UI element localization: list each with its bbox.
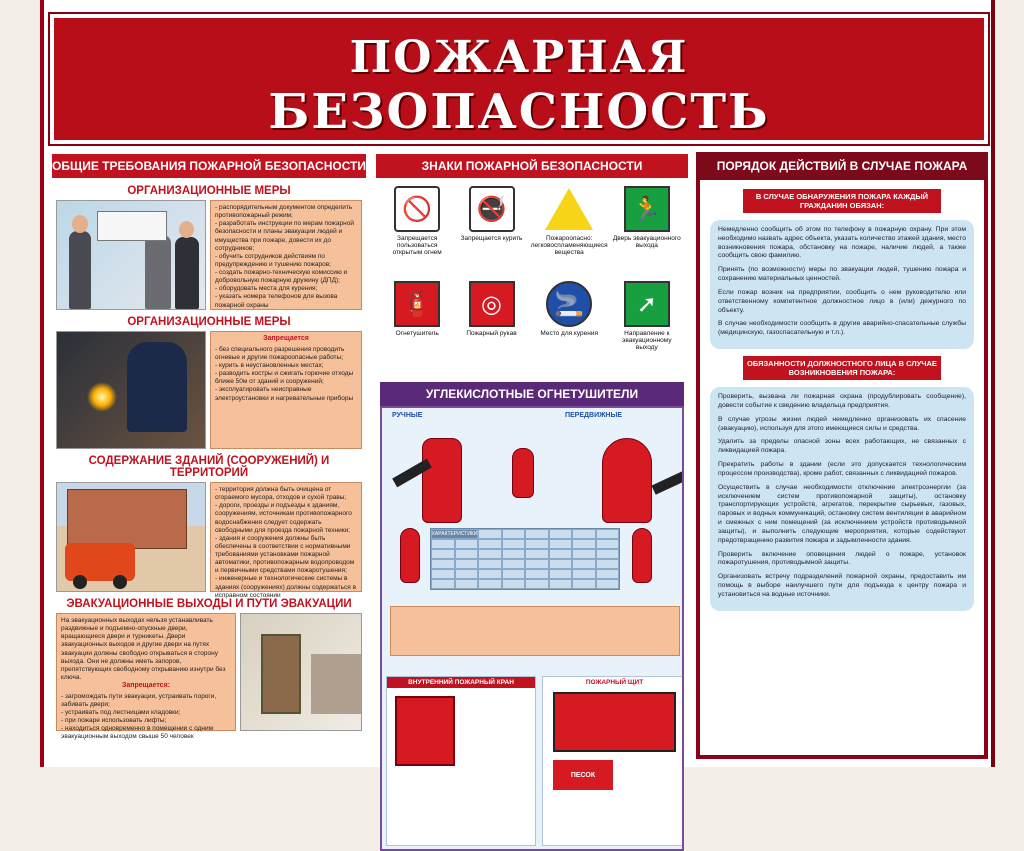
list-item: - разводить костры и сжигать горючие отходы ближе 50м от зданий и сооружений; — [215, 370, 357, 386]
fire-hose-icon: ◎ — [469, 281, 515, 327]
citizen-duty-box — [710, 220, 974, 349]
list-item: - курить в неустановленных местах; — [215, 362, 357, 370]
table-header: ХАРАКТЕРИСТИКИ — [431, 531, 478, 537]
op-2-extinguisher — [400, 528, 420, 583]
official-duty-box — [710, 387, 974, 611]
meeting-illustration — [56, 200, 206, 310]
general-requirements-column — [50, 152, 368, 759]
list-item: Прекратить работы в здании (если это допускается технологическим процессом производства), кроме работ, связанных с ликвидацией пожаров. — [718, 461, 966, 477]
list-item: - эксплуатировать неисправные электроустановки и нагревательные приборы — [215, 386, 357, 402]
sign-extinguisher: 🧯 Огнетушитель — [382, 281, 452, 370]
mobile-label: ПЕРЕДВИЖНЫЕ — [564, 412, 622, 419]
evacuation-title: ЭВАКУАЦИОННЫЕ ВЫХОДЫ И ПУТИ ЭВАКУАЦИИ — [66, 598, 352, 610]
citizen-duty-tag: В СЛУЧАЕ ОБНАРУЖЕНИЯ ПОЖАРА КАЖДЫЙ ГРАЖДАНИН ОБЯЗАН: — [742, 188, 942, 214]
procedure-body — [700, 180, 984, 755]
list-item: - загромождать пути эвакуации, устраивать пороги, забивать двери; — [61, 693, 231, 709]
signs-grid — [374, 180, 690, 376]
co2-extinguishers-panel — [380, 406, 684, 851]
smoking-area-icon: 🚬 — [546, 281, 592, 327]
sign-exit-door: 🏃 Дверь эвакуационного выхода — [612, 186, 682, 275]
shield-title: ПОЖАРНЫЙ ЩИТ — [585, 679, 644, 686]
poster-header — [50, 14, 988, 144]
list-item: - находиться одновременно в помещении с одним эвакуационным выходом свыше 50 человек — [61, 725, 231, 741]
sign-no-smoking: 🚭 Запрещается курить — [456, 186, 526, 275]
exit-arrow-icon: ➚ — [624, 281, 670, 327]
list-item: - разработать инструкции по мерам пожарной безопасности и планы эвакуации людей и имущества при пожаре, довести их до сотрудников; — [215, 220, 357, 253]
no-smoking-icon: 🚭 — [469, 186, 515, 232]
sign-smoking-area: 🚬 Место для курения — [531, 281, 608, 370]
fire-procedure-column — [696, 152, 988, 759]
small-extinguisher — [512, 448, 534, 498]
building-illustration — [56, 482, 206, 592]
official-duty-tag: ОБЯЗАННОСТИ ДОЛЖНОСТНОГО ЛИЦА В СЛУЧАЕ ВОЗНИКНОВЕНИЯ ПОЖАРА: — [742, 355, 942, 381]
sand-box: ПЕСОК — [553, 760, 613, 790]
fire-procedure-heading: ПОРЯДОК ДЕЙСТВИЙ В СЛУЧАЕ ПОЖАРА — [696, 152, 988, 180]
org-measures-2-text — [210, 331, 362, 449]
sign-fire-hose: ◎ Пожарный рукав — [456, 281, 526, 370]
manual-extinguisher — [422, 438, 462, 523]
op-5-extinguisher — [632, 528, 652, 583]
list-item: Осуществить в случае необходимости отключение электроэнергии (за исключением систем противопожарной защиты), остановку транспортирующих устройств, агрегатов, перекрытие сырьевых, газовых, паровых и водных коммуникаций, остановку систем вентиляции в аварийном и смежных с ним помещений (за исключением устройств противодымной защиты), и выполнить следующие мероприятия, которые содействуют предотвращению развития пожара и задымленности здания. — [718, 483, 966, 544]
evacuation-panel — [56, 613, 362, 741]
usage-steps-strip — [390, 606, 680, 656]
title-line-2: БЕЗОПАСНОСТЬ — [268, 84, 770, 140]
list-item: В случае необходимости сообщить в другие аварийно-спасательные службы (медицинскую, газоспасательную и т.п.). — [718, 320, 966, 337]
list-item: Организовать встречу подразделений пожарной охраны, предоставить им помощь в выборе наилучшего пути для подъезда к центру пожара и установиться на водные источники. — [718, 573, 966, 598]
list-item: - обучить сотрудников действиям по предупреждению и тушению пожаров; — [215, 253, 357, 269]
flammable-warning-icon — [546, 186, 592, 232]
prohibited-label: Запрещается — [263, 335, 309, 342]
sign-exit-arrow: ➚ Направление к эвакуационному выходу — [612, 281, 682, 370]
fire-shield-panel — [542, 676, 684, 846]
safety-signs-column — [374, 152, 690, 779]
list-item: - здания и сооружения должны быть обеспечены в соответствии с нормативными требованиями установками пожарной автоматики, противопожарным водопроводом и первичными средствами пожаротушения; — [215, 535, 357, 576]
list-item: Проверить включение оповещения людей о пожаре, установок пожаротушения, противодымной защиты. — [718, 550, 966, 567]
list-item: - распорядительным документом определить противопожарный режим; — [215, 204, 357, 220]
list-item: - инженерные и технологические системы в зданиях (сооружениях) должны содержаться в исправном состоянии — [215, 575, 357, 599]
list-item: - при пожаре использовать лифты; — [61, 717, 231, 725]
evacuation-text — [56, 613, 236, 741]
sign-flammable: Пожароопасно: легковоспламеняющиеся вещества — [531, 186, 608, 275]
mobile-extinguisher — [602, 438, 652, 523]
poster — [40, 0, 995, 779]
manual-label: РУЧНЫЕ — [392, 412, 423, 419]
general-requirements-heading: ОБЩИЕ ТРЕБОВАНИЯ ПОЖАРНОЙ БЕЗОПАСНОСТИ — [50, 152, 368, 180]
list-item: - оборудовать места для курения; — [215, 285, 357, 293]
list-item: - создать пожарно-техническую комиссию и добровольную пожарную дружину (ДПД); — [215, 269, 357, 285]
exit-door-icon: 🏃 — [624, 186, 670, 232]
welding-illustration — [56, 331, 206, 449]
list-item: - указать номера телефонов для вызова пожарной охраны — [215, 293, 357, 309]
title-line-1: ПОЖАРНАЯ — [349, 32, 689, 83]
list-item: Проверить, вызвана ли пожарная охрана (продублировать сообщение), довести событие к сведению владельца предприятия. — [718, 393, 966, 409]
buildings-text — [210, 482, 362, 599]
list-item: Если пожар возник на предприятии, сообщить о нем руководителю или ответственному компетентное должностное лицо в (или) дежурного по объекту. — [718, 288, 966, 314]
evacuation-paragraph: На эвакуационных выходах нельзя устанавливать раздвижные и подъемно-опускные двери, вращающиеся двери и турникеты. Двери эвакуационных выходов и другие двери на путях эвакуации должны свободно открываться в сторону выхода. Они не должны иметь запоров, препятствующих свободному открыванию изнутри без ключа. — [61, 617, 226, 681]
co2-extinguishers-heading: УГЛЕКИСЛОТНЫЕ ОГНЕТУШИТЕЛИ — [380, 382, 684, 406]
evacuation-prohibited-label: Запрещается: — [121, 682, 170, 689]
list-item: - дороги, проезды и подъезды к зданиям, сооружениям, источникам противопожарного водоснабжения следует содержать свободными для проезда пожарной техники; — [215, 502, 357, 535]
corridor-illustration — [240, 613, 362, 731]
sign-no-open-fire: 🚫 Запрещается пользоваться открытым огнем — [382, 186, 452, 275]
list-item: - территория должна быть очищена от сгораемого мусора, отходов и сухой травы; — [215, 486, 357, 502]
safety-signs-heading: ЗНАКИ ПОЖАРНОЙ БЕЗОПАСНОСТИ — [374, 152, 690, 180]
list-item: - устраивать под лестницами кладовки; — [61, 709, 231, 717]
extinguisher-icon: 🧯 — [394, 281, 440, 327]
list-item: Принять (по возможности) меры по эвакуации людей, тушению пожара и сохранению материальных ценностей. — [718, 266, 966, 283]
hydrant-title: ВНУТРЕННИЙ ПОЖАРНЫЙ КРАН — [387, 677, 535, 688]
org-measures-1-title: ОРГАНИЗАЦИОННЫЕ МЕРЫ — [127, 185, 291, 197]
list-item: Немедленно сообщить об этом по телефону в пожарную охрану. При этом необходимо назвать адрес объекта, указать количество этажей здания, место возникновения пожара, обстановку на пожаре, наличие людей, а также сообщить свою фамилию. — [718, 226, 966, 260]
list-item: Удалить за пределы опасной зоны всех работающих, не связанных с ликвидацией пожара. — [718, 438, 966, 455]
list-item: В случае угрозы жизни людей немедленно организовать их спасение (эвакуацию), используя для этого имеющиеся силы и средства. — [718, 415, 966, 432]
buildings-title: СОДЕРЖАНИЕ ЗДАНИЙ (СООРУЖЕНИЙ) И ТЕРРИТОРИЙ — [88, 455, 330, 479]
buildings-panel — [56, 482, 362, 599]
org-measures-2-title: ОРГАНИЗАЦИОННЫЕ МЕРЫ — [127, 316, 291, 328]
characteristics-table — [430, 528, 620, 590]
no-flame-icon: 🚫 — [394, 186, 440, 232]
fire-hydrant-panel — [386, 676, 536, 846]
org-measures-1-text — [210, 200, 362, 310]
org-measures-1-panel — [56, 200, 362, 310]
list-item: - без специального разрешения проводить огневые и другие пожароопасные работы; — [215, 346, 357, 362]
org-measures-2-panel — [56, 331, 362, 449]
